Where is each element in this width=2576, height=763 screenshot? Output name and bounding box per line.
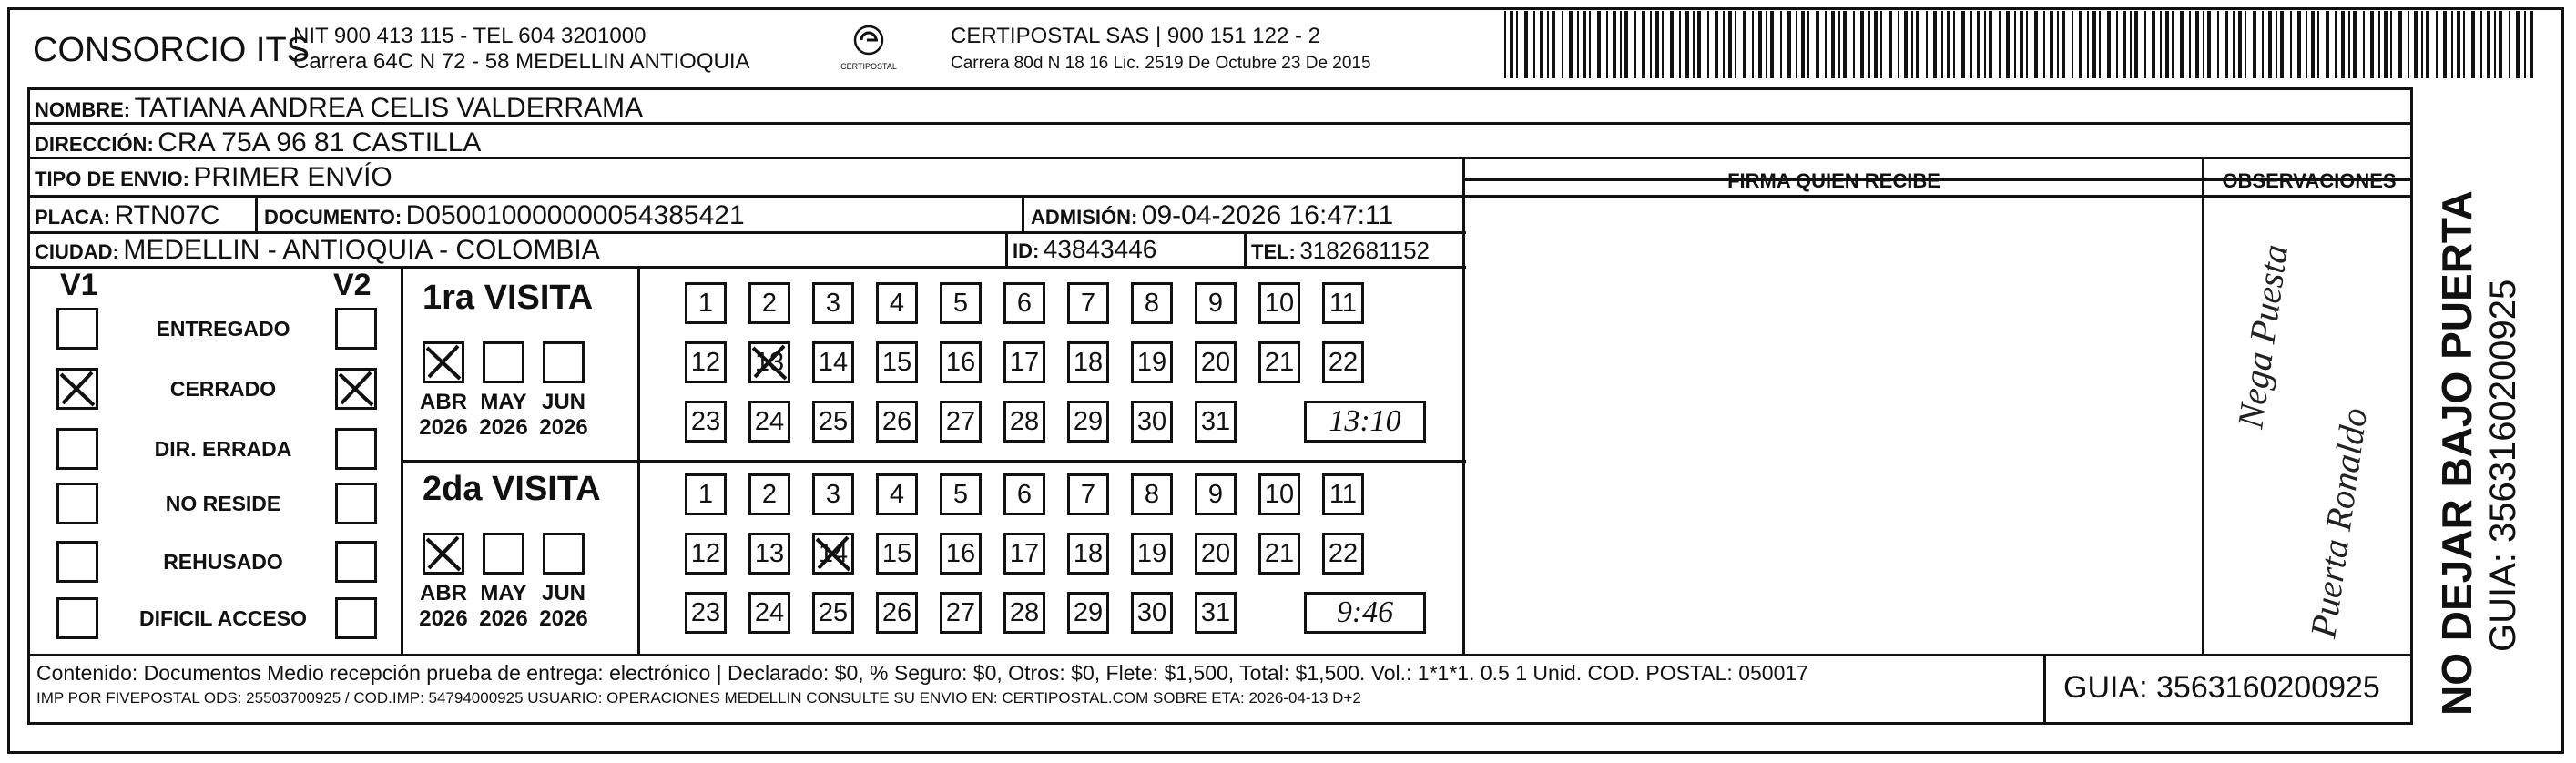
day-number: 4	[889, 288, 905, 318]
day-box[interactable]	[748, 473, 790, 515]
v1-checkbox[interactable]	[56, 483, 98, 524]
placa-label: PLACA:	[35, 206, 111, 229]
day-number: 20	[1200, 538, 1231, 568]
visit2-title: 2da VISITA	[423, 470, 601, 508]
svg-text:Nega Puesta: Nega Puesta	[2229, 241, 2296, 432]
day-box[interactable]	[1131, 282, 1173, 324]
day-number: 11	[1329, 479, 1358, 509]
certipostal-name: CERTIPOSTAL SAS | 900 151 122 - 2	[951, 24, 1320, 48]
month-year: 2026	[419, 605, 468, 631]
month-name: JUN	[541, 581, 585, 605]
day-box[interactable]	[1258, 282, 1300, 324]
day-box[interactable]	[685, 401, 727, 443]
day-box[interactable]	[1067, 341, 1109, 383]
day-number: 19	[1136, 347, 1167, 377]
ciudad-row	[35, 237, 600, 264]
month-checkbox[interactable]	[423, 341, 464, 383]
day-number: 2	[761, 479, 778, 509]
day-number: 12	[690, 538, 721, 568]
day-number: 31	[1200, 597, 1231, 627]
status-label: CERRADO	[169, 377, 277, 401]
day-number: 14	[818, 347, 849, 377]
day-box[interactable]	[812, 592, 854, 634]
day-box[interactable]	[1195, 533, 1237, 575]
day-box[interactable]	[812, 473, 854, 515]
day-box[interactable]	[1195, 341, 1237, 383]
certipostal-logo-icon	[832, 22, 905, 73]
svg-text:Puerta Ronaldo: Puerta Ronaldo	[2302, 405, 2376, 641]
day-box[interactable]	[1003, 341, 1045, 383]
day-number: 21	[1264, 538, 1295, 568]
day-number: 26	[881, 406, 912, 436]
tel-row	[1251, 239, 1430, 262]
check-mark-icon	[751, 344, 788, 381]
day-number: 23	[690, 597, 721, 627]
month-year: 2026	[539, 605, 588, 631]
day-box[interactable]	[1195, 473, 1237, 515]
day-box[interactable]	[1067, 282, 1109, 324]
v1-label: V1	[60, 268, 98, 302]
v1-checkbox[interactable]	[56, 428, 98, 470]
observaciones-header: OBSERVACIONES	[2222, 169, 2397, 192]
day-number: 29	[1073, 597, 1104, 627]
v2-checkbox[interactable]	[335, 308, 377, 350]
check-mark-icon	[338, 371, 374, 407]
month-year: 2026	[419, 414, 468, 440]
day-number: 18	[1073, 538, 1104, 568]
day-number: 16	[945, 538, 976, 568]
svg-text:CERTIPOSTAL: CERTIPOSTAL	[840, 62, 897, 71]
day-number: 18	[1073, 347, 1104, 377]
month-checkbox[interactable]	[483, 341, 524, 383]
v1-checkbox[interactable]	[56, 368, 98, 410]
day-box[interactable]	[1195, 401, 1237, 443]
day-number: 9	[1207, 479, 1224, 509]
direccion-label: DIRECCIÓN:	[35, 133, 154, 156]
day-box[interactable]	[876, 282, 918, 324]
day-box[interactable]	[1067, 401, 1109, 443]
day-number: 24	[754, 597, 785, 627]
day-number: 16	[945, 347, 976, 377]
side-text	[2417, 87, 2562, 725]
day-box[interactable]	[876, 533, 918, 575]
day-box[interactable]	[876, 473, 918, 515]
v2-checkbox[interactable]	[335, 428, 377, 470]
v2-checkbox[interactable]	[335, 597, 377, 639]
day-box[interactable]	[685, 592, 727, 634]
day-number: 29	[1073, 406, 1104, 436]
company-nit: NIT 900 413 115 - TEL 604 3201000	[293, 24, 647, 48]
id-row	[1013, 237, 1156, 262]
day-box[interactable]	[1322, 341, 1364, 383]
day-number: 27	[945, 597, 976, 627]
day-box[interactable]	[685, 341, 727, 383]
day-box[interactable]	[1195, 282, 1237, 324]
day-number: 8	[1144, 288, 1160, 318]
time-box[interactable]	[1304, 592, 1426, 634]
day-box[interactable]	[1003, 401, 1045, 443]
footer-guia: GUIA: 3563160200925	[2063, 670, 2380, 705]
day-number: 3	[825, 288, 841, 318]
documento-value: D050010000000054385421	[405, 200, 745, 230]
svg-text:NO DEJAR BAJO PUERTA: NO DEJAR BAJO PUERTA	[2433, 190, 2480, 716]
observation-handwriting	[2207, 202, 2408, 648]
day-box[interactable]	[748, 592, 790, 634]
day-box[interactable]	[1258, 473, 1300, 515]
status-label: DIR. ERRADA	[154, 437, 292, 461]
day-number: 6	[1016, 288, 1033, 318]
day-box[interactable]	[1131, 533, 1173, 575]
day-number: 22	[1328, 347, 1359, 377]
day-box[interactable]	[1003, 282, 1045, 324]
tipo-envio-row	[35, 164, 392, 191]
day-box[interactable]	[940, 592, 982, 634]
day-number: 7	[1080, 288, 1096, 318]
day-box[interactable]	[940, 401, 982, 443]
day-box[interactable]	[940, 473, 982, 515]
status-label: DIFICIL ACCESO	[138, 606, 307, 630]
direccion-value: CRA 75A 96 81 CASTILLA	[158, 127, 482, 158]
day-number: 24	[754, 406, 785, 436]
day-number: 30	[1136, 406, 1167, 436]
check-mark-icon	[59, 371, 96, 407]
certipostal-address: Carrera 80d N 18 16 Lic. 2519 De Octubre 23 De 2015	[951, 54, 1371, 73]
nombre-value: TATIANA ANDREA CELIS VALDERRAMA	[134, 93, 644, 123]
month-year: 2026	[479, 605, 528, 631]
day-number: 31	[1200, 406, 1231, 436]
day-number: 9	[1207, 288, 1224, 318]
day-box[interactable]	[876, 401, 918, 443]
day-box[interactable]	[812, 282, 854, 324]
nombre-label: NOMBRE:	[35, 98, 131, 121]
day-box[interactable]	[1258, 533, 1300, 575]
month-year: 2026	[539, 414, 588, 440]
month-checkbox[interactable]	[423, 533, 464, 575]
check-mark-icon	[425, 535, 462, 572]
day-box[interactable]	[1131, 341, 1173, 383]
tipo-envio-label: TIPO DE ENVIO:	[35, 168, 189, 190]
day-box[interactable]	[1322, 473, 1364, 515]
id-value: 43843446	[1043, 235, 1157, 263]
day-box[interactable]	[1258, 341, 1300, 383]
admision-value: 09-04-2026 16:47:11	[1141, 200, 1394, 230]
day-number: 28	[1009, 406, 1040, 436]
admision-row	[1031, 202, 1393, 229]
day-box[interactable]	[748, 282, 790, 324]
day-box[interactable]	[876, 341, 918, 383]
day-number: 1	[697, 288, 714, 318]
month-name: MAY	[480, 390, 527, 414]
day-box[interactable]	[1322, 282, 1364, 324]
company-name: CONSORCIO ITS	[33, 31, 311, 69]
day-box[interactable]	[748, 533, 790, 575]
day-number: 13	[754, 347, 785, 377]
day-box[interactable]	[940, 282, 982, 324]
day-box[interactable]	[940, 341, 982, 383]
day-number: 4	[889, 479, 905, 509]
day-box[interactable]	[1131, 592, 1173, 634]
day-box[interactable]	[1003, 473, 1045, 515]
month-label	[534, 390, 594, 440]
day-number: 22	[1328, 538, 1359, 568]
day-box[interactable]	[1131, 473, 1173, 515]
month-name: MAY	[480, 581, 527, 605]
day-number: 15	[881, 347, 912, 377]
day-number: 2	[761, 288, 778, 318]
firma-header: FIRMA QUIEN RECIBE	[1727, 169, 1940, 192]
company-address: Carrera 64C N 72 - 58 MEDELLIN ANTIOQUIA	[293, 49, 750, 74]
day-number: 30	[1136, 597, 1167, 627]
day-number: 10	[1264, 288, 1295, 318]
visit1-title: 1ra VISITA	[423, 279, 594, 317]
day-box[interactable]	[685, 282, 727, 324]
month-label	[473, 581, 534, 631]
day-number: 27	[945, 406, 976, 436]
month-checkbox[interactable]	[543, 341, 585, 383]
day-box[interactable]	[685, 473, 727, 515]
time-box[interactable]	[1304, 401, 1426, 443]
time-value: 13:10	[1329, 404, 1401, 438]
status-label: NO RESIDE	[165, 492, 281, 515]
month-label	[413, 390, 473, 440]
day-box[interactable]	[1067, 533, 1109, 575]
day-number: 25	[818, 406, 849, 436]
day-box[interactable]	[748, 401, 790, 443]
v2-label: V2	[333, 268, 372, 302]
day-number: 20	[1200, 347, 1231, 377]
v1-checkbox[interactable]	[56, 308, 98, 350]
day-number: 26	[881, 597, 912, 627]
id-label: ID:	[1013, 239, 1040, 262]
month-label	[473, 390, 534, 440]
placa-row	[35, 202, 220, 229]
svg-text:GUIA: 3563160200925: GUIA: 3563160200925	[2483, 279, 2523, 652]
day-box[interactable]	[748, 341, 790, 383]
tel-value: 3182681152	[1299, 237, 1431, 264]
day-box[interactable]	[1067, 592, 1109, 634]
day-number: 1	[697, 479, 714, 509]
footer-imp: IMP POR FIVEPOSTAL ODS: 25503700925 / COD.IMP: 54794000925 USUARIO: OPERACIONES MEDELLIN CONSULTE SU ENVIO EN: CERTIPOSTAL.COM SOBRE ETA: 2026-04-13 D+2	[36, 689, 1361, 707]
day-box[interactable]	[1003, 533, 1045, 575]
day-box[interactable]	[1131, 401, 1173, 443]
status-label: REHUSADO	[163, 550, 283, 574]
day-box[interactable]	[940, 533, 982, 575]
v2-checkbox[interactable]	[335, 368, 377, 410]
month-checkbox[interactable]	[543, 533, 585, 575]
month-label	[534, 581, 594, 631]
month-year: 2026	[479, 414, 528, 440]
time-value: 9:46	[1336, 595, 1394, 629]
day-box[interactable]	[812, 533, 854, 575]
day-number: 8	[1144, 479, 1160, 509]
day-box[interactable]	[876, 592, 918, 634]
documento-label: DOCUMENTO:	[264, 206, 402, 229]
day-number: 19	[1136, 538, 1167, 568]
day-number: 17	[1009, 347, 1040, 377]
month-label	[413, 581, 473, 631]
day-number: 6	[1016, 479, 1033, 509]
day-number: 3	[825, 479, 841, 509]
day-number: 28	[1009, 597, 1040, 627]
day-number: 11	[1329, 288, 1358, 318]
ciudad-label: CIUDAD:	[35, 240, 119, 263]
tipo-envio-value: PRIMER ENVÍO	[193, 162, 392, 192]
day-box[interactable]	[812, 401, 854, 443]
status-label: ENTREGADO	[156, 317, 290, 341]
day-box[interactable]	[812, 341, 854, 383]
day-number: 13	[754, 538, 785, 568]
day-number: 10	[1264, 479, 1295, 509]
day-number: 25	[818, 597, 849, 627]
admision-label: ADMISIÓN:	[1031, 206, 1138, 229]
day-number: 5	[952, 288, 969, 318]
day-number: 15	[881, 538, 912, 568]
day-box[interactable]	[1322, 533, 1364, 575]
day-box[interactable]	[685, 533, 727, 575]
check-mark-icon	[815, 535, 851, 572]
month-name: JUN	[541, 390, 585, 414]
v2-checkbox[interactable]	[335, 541, 377, 583]
tel-label: TEL:	[1251, 240, 1296, 263]
nombre-row	[35, 95, 643, 122]
documento-row	[264, 202, 745, 229]
day-number: 12	[690, 347, 721, 377]
day-number: 17	[1009, 538, 1040, 568]
month-checkbox[interactable]	[483, 533, 524, 575]
barcode	[1501, 11, 2539, 78]
day-number: 21	[1264, 347, 1295, 377]
day-number: 14	[818, 538, 849, 568]
month-name: ABR	[420, 390, 467, 414]
placa-value: RTN07C	[114, 200, 220, 230]
footer-contenido: Contenido: Documentos Medio recepción prueba de entrega: electrónico | Declarado: $0, % Seguro: $0, Otros: $0, Flete: $1,500, Total: $1,500. Vol.: 1*1*1. 0.5 1 Unid. COD. POSTAL: 050017	[36, 661, 1808, 685]
day-box[interactable]	[1195, 592, 1237, 634]
day-number: 23	[690, 406, 721, 436]
v2-checkbox[interactable]	[335, 483, 377, 524]
ciudad-value: MEDELLIN - ANTIOQUIA - COLOMBIA	[123, 235, 600, 265]
day-box[interactable]	[1003, 592, 1045, 634]
v1-checkbox[interactable]	[56, 597, 98, 639]
direccion-row	[35, 129, 481, 157]
day-number: 5	[952, 479, 969, 509]
day-box[interactable]	[1067, 473, 1109, 515]
month-name: ABR	[420, 581, 467, 605]
v1-checkbox[interactable]	[56, 541, 98, 583]
check-mark-icon	[425, 344, 462, 381]
day-number: 7	[1080, 479, 1096, 509]
